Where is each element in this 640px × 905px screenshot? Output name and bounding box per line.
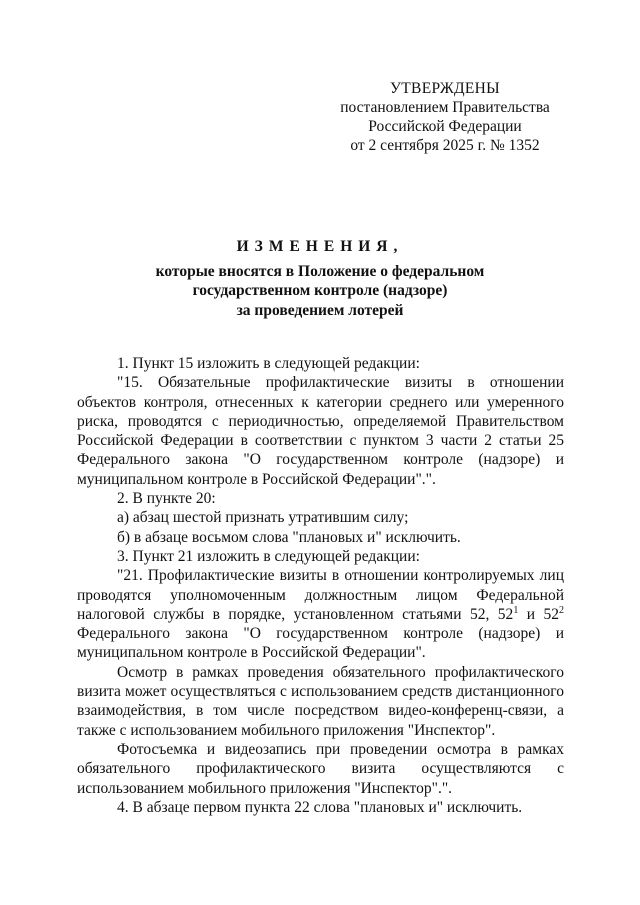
paragraph-3: 2. В пункте 20: xyxy=(117,490,216,508)
approval-line-1: постановлением Правительства xyxy=(340,99,550,116)
superscript-1: 1 xyxy=(513,604,519,616)
approval-line-2: Российской Федерации xyxy=(368,118,522,135)
approval-stamp xyxy=(340,79,550,155)
document-body xyxy=(77,354,564,817)
paragraph-7 xyxy=(77,566,564,662)
superscript-2: 2 xyxy=(559,604,565,616)
approval-line-3: от 2 сентября 2025 г. № 1352 xyxy=(350,137,540,154)
paragraph-7-part-c: Федерального закона "О государственном контроле (надзоре) и муниципальном контроле в Российской Федерации". xyxy=(77,625,564,662)
document-title: ИЗМЕНЕНИЯ, xyxy=(236,238,404,255)
subtitle-line-3: за проведением лотерей xyxy=(236,301,404,319)
approval-heading: УТВЕРЖДЕНЫ xyxy=(390,80,500,97)
paragraph-7-part-a: "21. Профилактические визиты в отношении контролируемых лиц проводятся уполномоченным должностным лицом Федеральной налоговой службы в порядке, установленном статьями 52, 52 xyxy=(77,567,564,623)
subtitle-line-2: государственном контроле (надзоре) xyxy=(192,282,448,300)
document-subtitle xyxy=(60,262,580,320)
paragraph-4: а) абзац шестой признать утратившим силу; xyxy=(117,509,409,527)
paragraph-10: 4. В абзаце первом пункта 22 слова "плановых и" исключить. xyxy=(117,798,523,816)
paragraph-5: б) в абзаце восьмом слова "плановых и" исключить. xyxy=(117,528,461,546)
paragraph-8: Осмотр в рамках проведения обязательного профилактического визита может осуществляться с использованием средств дистанционного взаимодействия, в том числе посредством видео-конференц-связи, а также с использованием мобильного приложения "Инспектор". xyxy=(77,663,564,739)
paragraph-1: 1. Пункт 15 изложить в следующей редакции: xyxy=(117,355,420,372)
paragraph-9: Фотосъемка и видеозапись при проведении осмотра в рамках обязательного профилактического визита осуществляются с использованием мобильного приложения "Инспектор".". xyxy=(77,740,564,797)
paragraph-7-part-b: и 52 xyxy=(518,605,560,623)
subtitle-line-1: которые вносятся в Положение о федеральном xyxy=(155,263,485,280)
paragraph-2: "15. Обязательные профилактические визиты в отношении объектов контроля, отнесенных к категории среднего или умеренного риска, проводятся с периодичностью, определяемой Правительством Российской Федерации в соответствии с пунктом 3 части 2 статьи 25 Федерального закона "О государственном контроле (надзоре) и муниципальном контроле в Российской Федерации".". xyxy=(77,374,564,488)
paragraph-6: 3. Пункт 21 изложить в следующей редакции: xyxy=(117,547,420,565)
